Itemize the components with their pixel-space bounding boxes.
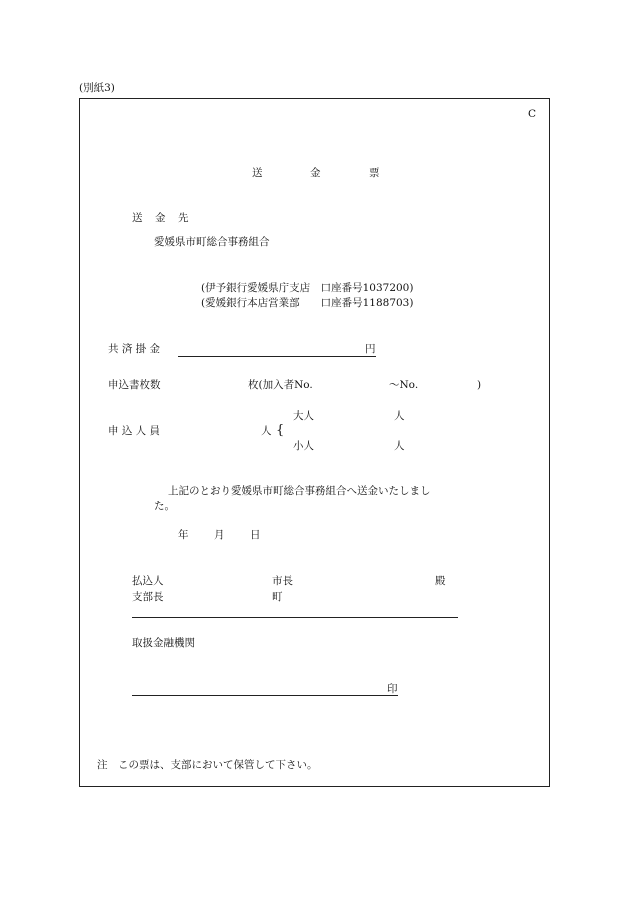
bank-section-label: 取扱金融機関 bbox=[132, 637, 195, 649]
child-unit: 人 bbox=[394, 440, 405, 452]
recipient-label-char-2: 金 bbox=[155, 212, 166, 224]
date-year: 年 bbox=[178, 529, 189, 541]
recipient-label-char-3: 先 bbox=[178, 212, 189, 224]
applicants-unit: 人 bbox=[261, 425, 272, 437]
applications-range: ～No. bbox=[389, 379, 419, 391]
bank-account-2: (愛媛銀行本店営業部 口座番号1188703) bbox=[201, 297, 414, 309]
payer-mayor: 市長 bbox=[272, 575, 293, 587]
child-label: 小人 bbox=[293, 440, 314, 452]
statement-line-1: 上記のとおり愛媛県市町総合事務組合へ送金いたしまし bbox=[168, 485, 431, 497]
title-char-1: 送 bbox=[252, 167, 263, 179]
payer-label-1: 払込人 bbox=[132, 575, 164, 587]
applications-unit: 枚(加入者No. bbox=[248, 379, 313, 391]
footnote: 注 この票は、支部において保管して下さい。 bbox=[97, 759, 318, 771]
date-month: 月 bbox=[214, 529, 225, 541]
mutual-aid-label: 共 済 掛 金 bbox=[108, 343, 161, 355]
applicants-label: 申 込 人 員 bbox=[108, 425, 161, 437]
form-code: C bbox=[528, 108, 537, 120]
mutual-aid-unit: 円 bbox=[365, 343, 376, 355]
bank-account-1: (伊予銀行愛媛県庁支店 口座番号1037200) bbox=[201, 282, 414, 294]
statement-line-2: た。 bbox=[154, 500, 175, 512]
title-char-3: 票 bbox=[369, 167, 380, 179]
mutual-aid-amount-line bbox=[178, 356, 376, 357]
payer-signature-line bbox=[132, 617, 458, 618]
payer-label-2: 支部長 bbox=[132, 591, 164, 603]
applications-close-paren: ) bbox=[477, 379, 482, 391]
recipient-label-char-1: 送 bbox=[132, 212, 143, 224]
recipient-name: 愛媛県市町総合事務組合 bbox=[154, 236, 270, 248]
attachment-label: (別紙3) bbox=[79, 82, 115, 94]
payer-town: 町 bbox=[272, 591, 283, 603]
bank-section-line bbox=[132, 695, 398, 696]
remittance-slip-frame bbox=[79, 98, 550, 787]
seal-mark: 印 bbox=[387, 683, 398, 695]
date-day: 日 bbox=[250, 529, 261, 541]
applicants-brace: { bbox=[276, 423, 285, 438]
title-char-2: 金 bbox=[310, 167, 321, 179]
adult-label: 大人 bbox=[293, 410, 314, 422]
applications-label: 申込書枚数 bbox=[108, 379, 161, 391]
adult-unit: 人 bbox=[394, 410, 405, 422]
payer-honorific: 殿 bbox=[435, 575, 446, 587]
